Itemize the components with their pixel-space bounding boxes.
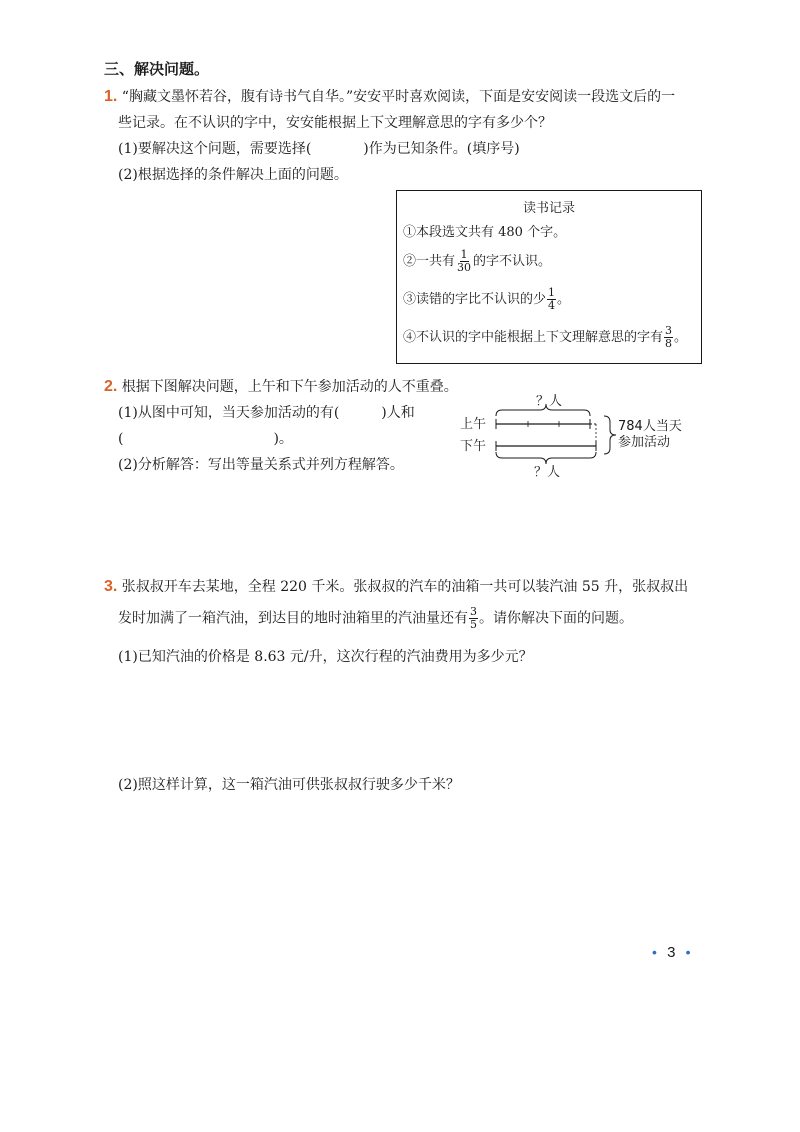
question-2-sub1-cont	[118, 428, 293, 448]
record-text: ④不认识的字中能根据上下文理解意思的字有	[403, 330, 664, 345]
numerator: 1	[460, 248, 468, 261]
question-text: 张叔叔开车去某地，全程 220 千米。张叔叔的汽车的油箱一共可以装汽油 55 升，张叔叔出	[121, 579, 689, 595]
bottom-brace	[496, 452, 596, 464]
record-item-4	[403, 325, 687, 350]
reading-record-box	[396, 190, 702, 364]
total-label-line1: 784人当天	[618, 419, 682, 434]
fraction	[469, 606, 478, 631]
question-text: 发时加满了一箱汽油，到达目的地时油箱里的汽油量还有	[118, 610, 468, 627]
record-text: ②一共有	[403, 254, 456, 269]
denominator: 5	[470, 618, 477, 631]
question-2-sub1	[118, 402, 415, 422]
question-1	[104, 86, 675, 106]
fraction	[664, 325, 673, 350]
sub-question-text: (1)从图中可知，当天参加活动的有(	[118, 405, 340, 421]
right-brace	[604, 416, 616, 454]
question-1-line2: 些记录。在不认识的字中，安安能根据上下文理解意思的字有多少个？	[118, 115, 552, 131]
question-text: 。请你解决下面的问题。	[479, 610, 633, 627]
question-3-sub1: (1)已知汽油的价格是 8.63 元/升，这次行程的汽油费用为多少元？	[118, 649, 533, 665]
page-number-value: 3	[667, 944, 676, 961]
question-3-line2	[118, 606, 633, 631]
record-text: ③读错的字比不认识的少	[403, 292, 547, 307]
record-item-2	[403, 249, 551, 274]
morning-label: 上午	[460, 417, 487, 432]
question-number: 2.	[104, 378, 118, 395]
sub-question-text: )作为已知条件。(填序号)	[363, 141, 520, 157]
denominator: 30	[457, 261, 472, 274]
sub-question-text: (1)要解决这个问题，需要选择(	[118, 141, 312, 157]
page-dot-right: •	[685, 944, 691, 960]
question-2	[104, 376, 458, 396]
record-item-3	[403, 287, 570, 312]
question-2-sub2: (2)分析解答：写出等量关系式并列方程解答。	[118, 457, 404, 473]
afternoon-label: 下午	[460, 439, 487, 454]
question-text: “胸藏文墨怀若谷，腹有诗书气自华。”安安平时喜欢阅读，下面是安安阅读一段选文后的一	[121, 89, 676, 105]
total-label-line2: 参加活动	[618, 435, 671, 450]
fraction	[456, 249, 472, 274]
sub-question-text: (	[118, 431, 124, 447]
record-text: 的字不认识。	[473, 254, 552, 269]
record-title: 读书记录	[522, 201, 575, 216]
fraction	[547, 287, 556, 312]
page-dot-left: •	[652, 944, 657, 960]
section-title: 三、解决问题。	[104, 60, 210, 78]
bottom-unknown-label: ？人	[534, 465, 561, 480]
record-item-1: ①本段选文共有 480 个字。	[403, 225, 567, 240]
record-text: 。	[674, 330, 688, 345]
question-number: 1.	[104, 88, 118, 105]
sub-question-text: )人和	[381, 405, 415, 421]
question-number: 3.	[104, 578, 118, 595]
denominator: 4	[548, 299, 556, 312]
question-1-sub2: (2)根据选择的条件解决上面的问题。	[118, 167, 348, 183]
record-text: 。	[557, 292, 571, 307]
question-text: 根据下图解决问题，上午和下午参加活动的人不重叠。	[121, 379, 458, 395]
numerator: 1	[548, 286, 556, 299]
numerator: 3	[470, 605, 477, 618]
segment-diagram	[460, 394, 720, 484]
sub-question-text: )。	[273, 431, 293, 447]
question-3-sub2: (2)照这样计算，这一箱汽油可供张叔叔行驶多少千米？	[118, 777, 460, 793]
top-unknown-label: ？人	[536, 394, 563, 409]
numerator: 3	[665, 324, 673, 337]
page-number	[652, 944, 691, 961]
question-3	[104, 576, 688, 596]
denominator: 8	[665, 337, 673, 350]
question-1-sub1	[118, 138, 520, 158]
